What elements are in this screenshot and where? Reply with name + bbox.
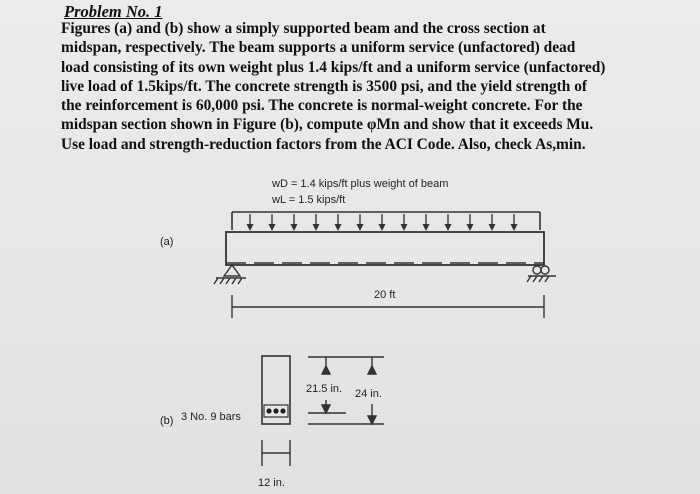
load-arrowhead — [291, 224, 298, 231]
bars-label: 3 No. 9 bars — [181, 411, 241, 423]
load-arrowhead — [511, 224, 518, 231]
rebar — [280, 408, 285, 413]
load-arrowhead — [445, 224, 452, 231]
live-load-label: wL = 1.5 kips/ft — [272, 194, 346, 206]
statement-line: the reinforcement is 60,000 psi. The concrete is normal-weight concrete. For the — [61, 97, 583, 115]
load-arrowhead — [247, 224, 254, 231]
roller-support — [527, 266, 556, 282]
dead-load-label: wD = 1.4 kips/ft plus weight of beam — [272, 178, 449, 190]
rebar — [266, 408, 271, 413]
span-label: 20 ft — [374, 289, 396, 301]
load-arrows — [247, 214, 518, 231]
depth-label: 21.5 in. — [306, 383, 343, 395]
problem-title: Problem No. 1 — [64, 2, 163, 21]
load-arrowhead — [401, 224, 408, 231]
width-dimension — [262, 440, 290, 466]
figure-b-label: (b) — [160, 415, 174, 427]
height-label: 24 in. — [355, 388, 382, 400]
load-arrowhead — [379, 224, 386, 231]
load-arrowhead — [269, 224, 276, 231]
beam — [226, 232, 544, 265]
load-arrowhead — [489, 224, 496, 231]
load-arrowhead — [467, 224, 474, 231]
statement-line: live load of 1.5kips/ft. The concrete strength is 3500 psi, and the yield strength of — [61, 77, 588, 95]
statement-line: Use load and strength-reduction factors from the ACI Code. Also, check As,min. — [61, 135, 586, 153]
load-arrowhead — [423, 224, 430, 231]
statement-line: Figures (a) and (b) show a simply supported beam and the cross section at — [61, 20, 546, 37]
width-label: 12 in. — [258, 477, 285, 489]
statement-line: load consisting of its own weight plus 1.4 kips/ft and a uniform service (unfactored) — [61, 58, 606, 76]
load-arrowhead — [335, 224, 342, 231]
figure-a-label: (a) — [160, 236, 174, 248]
statement-line: midspan, respectively. The beam supports a uniform service (unfactored) dead — [61, 39, 576, 57]
rebar — [273, 408, 278, 413]
pin-support — [214, 265, 246, 284]
statement-line: midspan section shown in Figure (b), compute φMn and show that it exceeds Mu. — [61, 116, 594, 134]
load-arrowhead — [313, 224, 320, 231]
load-arrowhead — [357, 224, 364, 231]
